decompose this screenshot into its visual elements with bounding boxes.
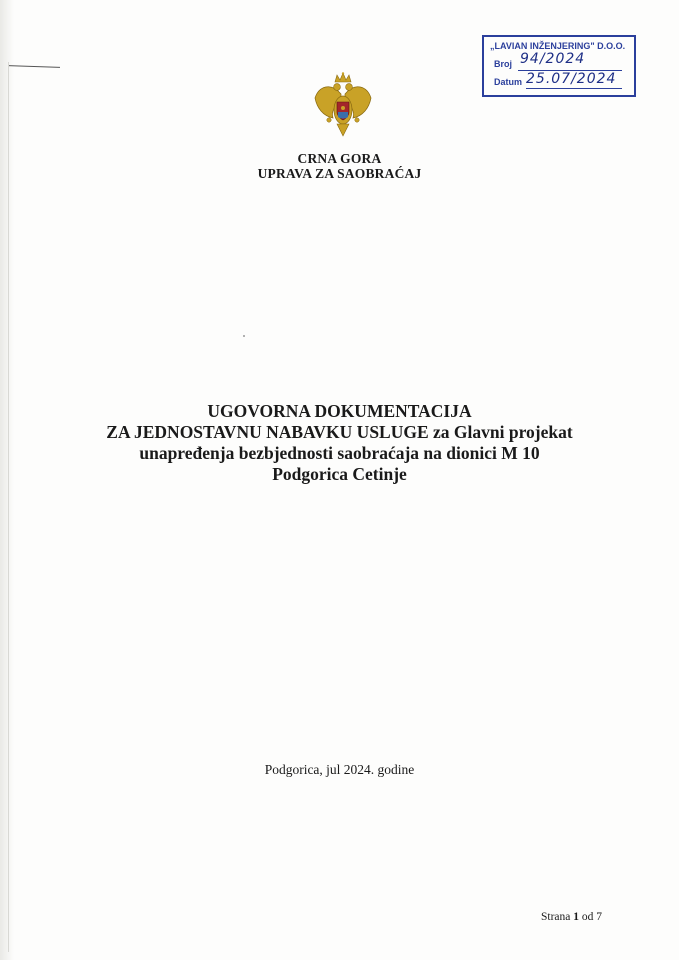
title-line-3: unapređenja bezbjednosti saobraćaja na dionici M 10 bbox=[139, 443, 540, 463]
stamp-datum-handwritten: 25.07/2024 bbox=[526, 71, 617, 87]
header-authority: UPRAVA ZA SAOBRAĆAJ bbox=[257, 166, 422, 181]
stamp-broj-label: Broj bbox=[494, 59, 512, 69]
place-and-date: Podgorica, jul 2024. godine bbox=[264, 762, 415, 777]
page-current: 1 bbox=[573, 911, 580, 923]
page-total: 7 bbox=[596, 911, 603, 923]
registration-stamp bbox=[482, 35, 636, 97]
stamp-datum-line bbox=[526, 88, 622, 89]
title-line-4: Podgorica Cetinje bbox=[272, 464, 407, 484]
stamp-company-name: „LAVIAN INŽENJERING" D.O.O. bbox=[490, 41, 626, 51]
header-country: CRNA GORA bbox=[297, 151, 382, 166]
title-line-2: ZA JEDNOSTAVNU NABAVKU USLUGE za Glavni projekat bbox=[106, 422, 573, 442]
title-line-1: UGOVORNA DOKUMENTACIJA bbox=[207, 401, 472, 421]
page-prefix: Strana bbox=[541, 911, 571, 923]
page-number bbox=[541, 911, 602, 923]
stamp-datum-label: Datum bbox=[494, 77, 523, 87]
montenegro-coat-of-arms-icon bbox=[313, 72, 373, 138]
scan-margin-line bbox=[8, 62, 9, 952]
scan-speck bbox=[243, 335, 245, 337]
scan-mark bbox=[8, 65, 60, 68]
document-title bbox=[0, 401, 679, 485]
page-of: od bbox=[581, 911, 594, 923]
stamp-broj-handwritten: 94/2024 bbox=[520, 51, 586, 67]
